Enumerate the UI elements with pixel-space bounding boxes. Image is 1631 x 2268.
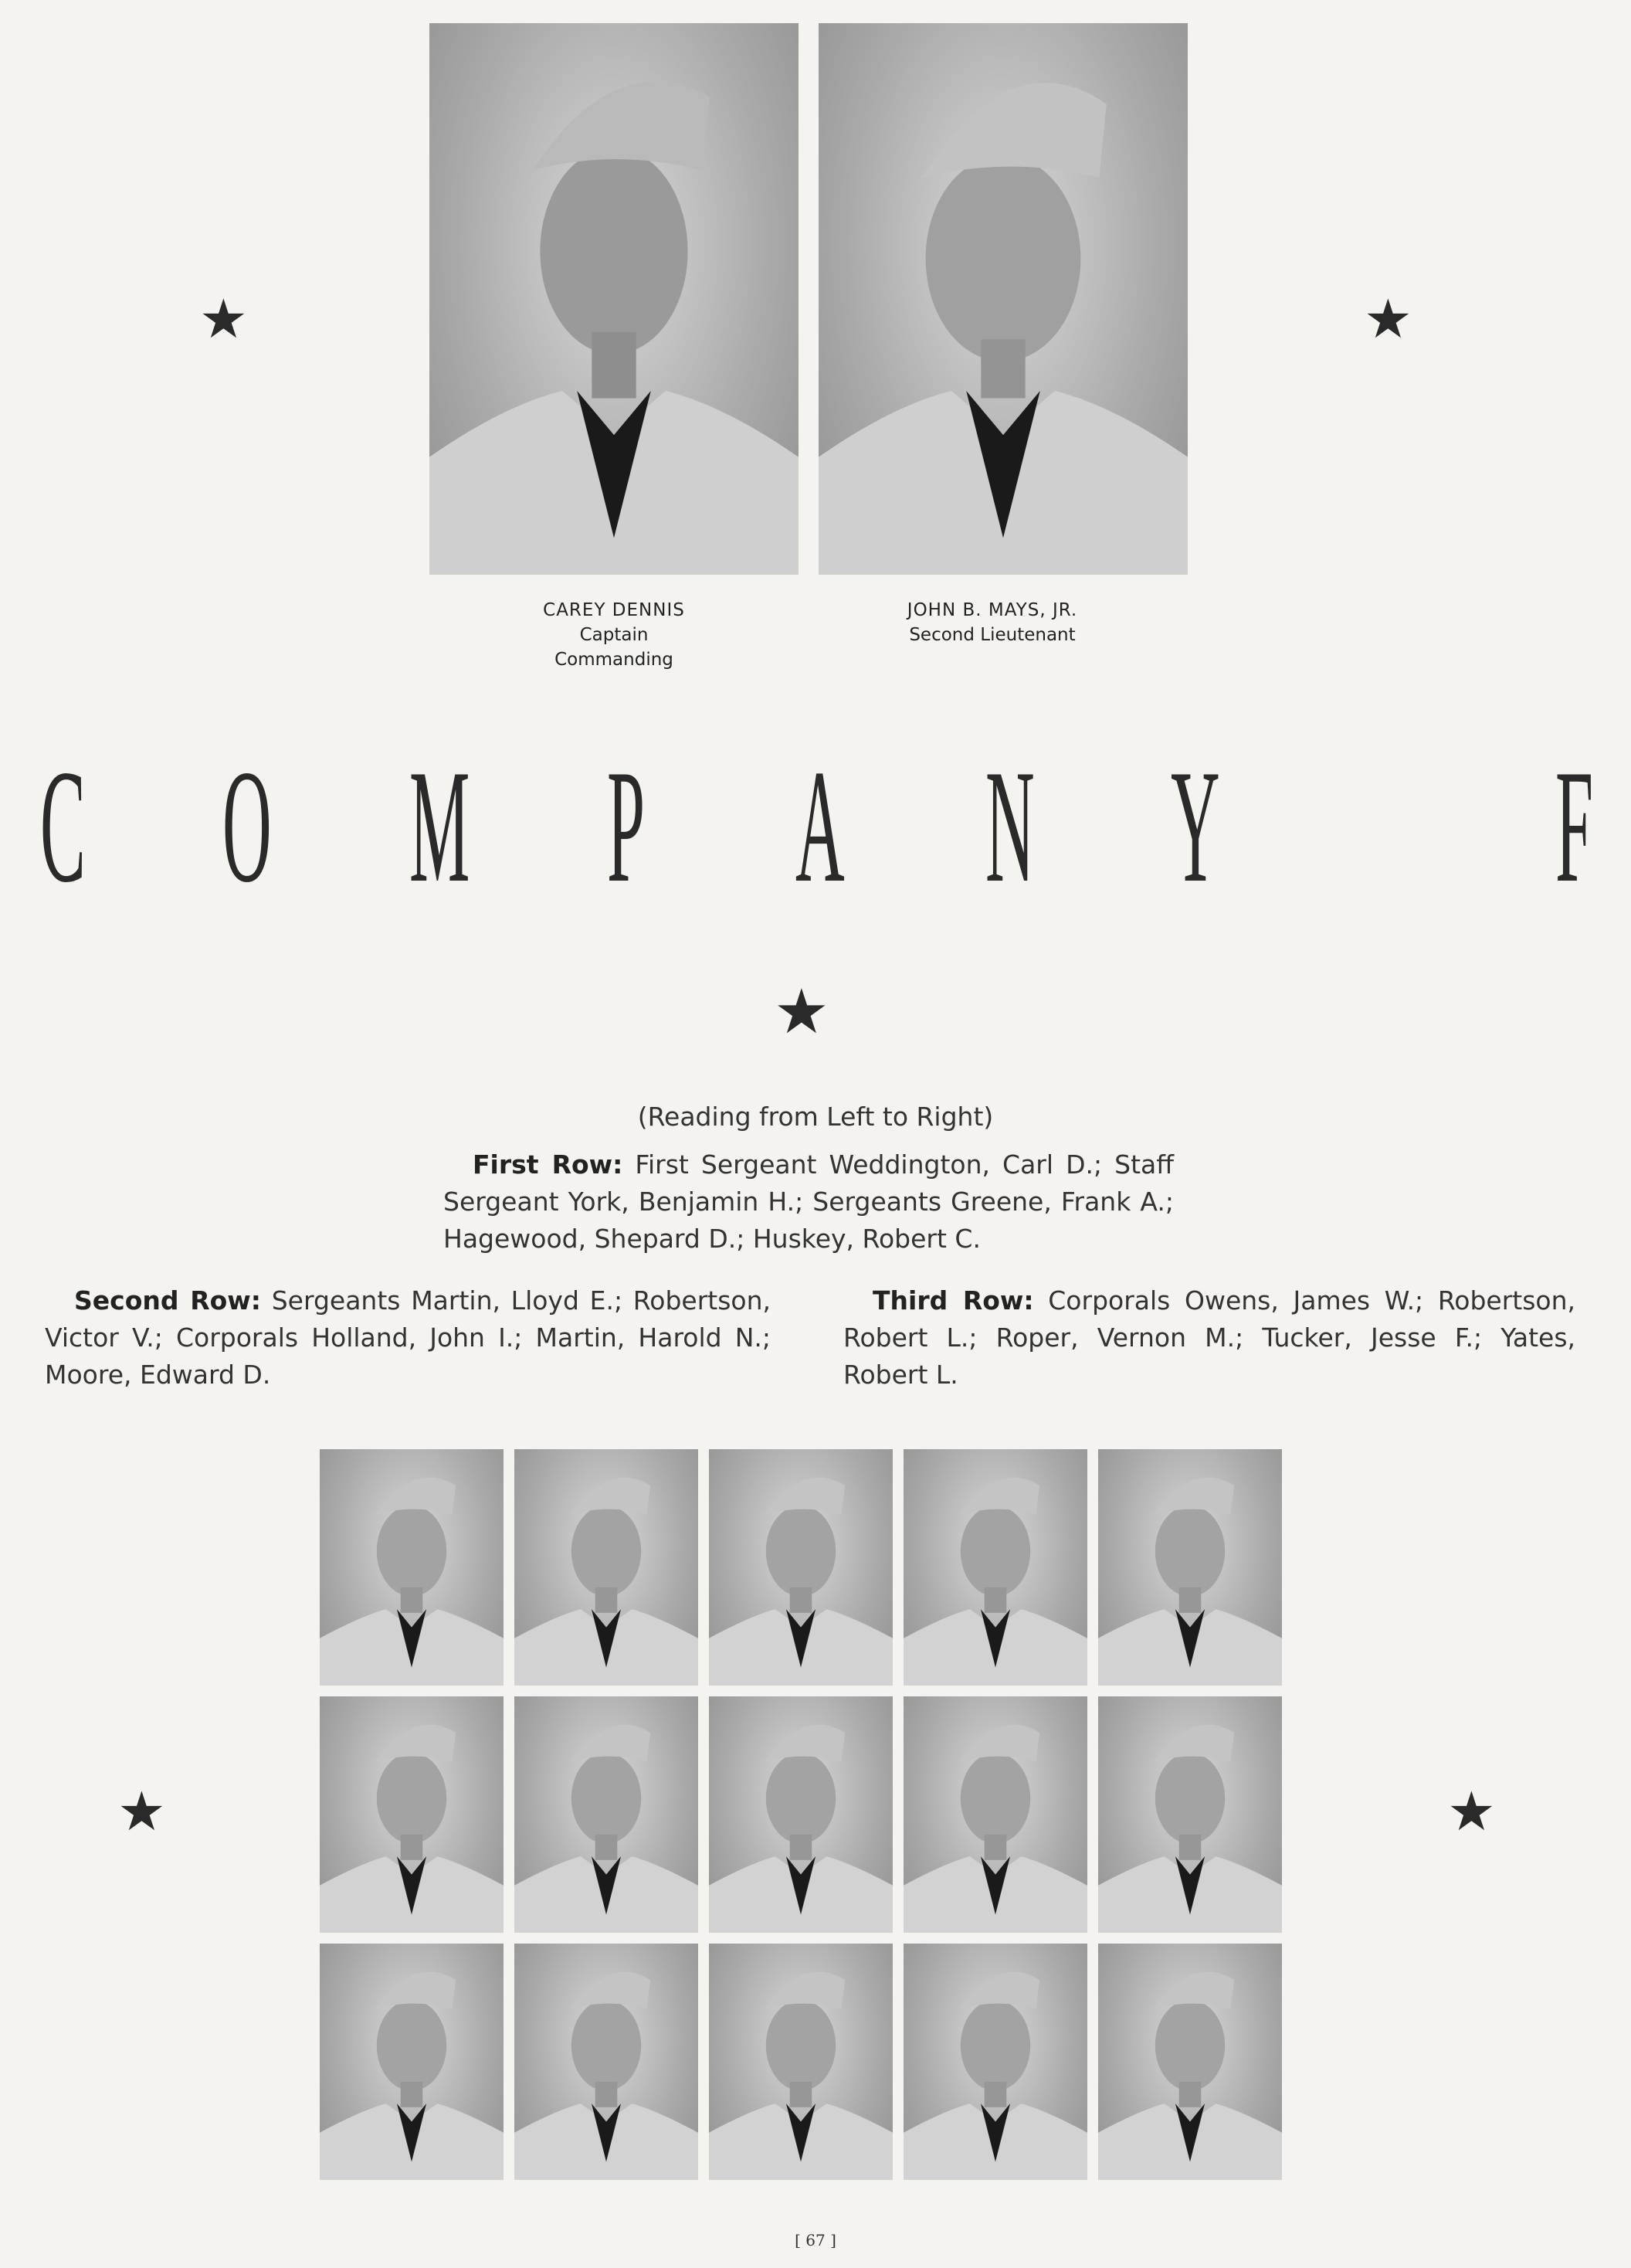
star-icon: ★ xyxy=(1447,1780,1496,1843)
third-row-label: Third Row: xyxy=(873,1285,1034,1316)
officer-caption-mays xyxy=(857,598,1127,647)
page-title xyxy=(0,737,1631,916)
second-row-label: Second Row: xyxy=(74,1285,261,1316)
soldier-portrait xyxy=(514,1449,698,1686)
officer-name: CAREY DENNIS xyxy=(543,600,685,620)
star-icon: ★ xyxy=(117,1780,166,1843)
title-letter: M xyxy=(409,737,470,916)
first-row-label: First Row: xyxy=(473,1149,623,1180)
soldier-portrait xyxy=(709,1696,893,1933)
officer-photo-dennis xyxy=(429,23,799,575)
star-icon: ★ xyxy=(199,287,248,351)
third-row-caption xyxy=(843,1282,1575,1394)
soldier-portrait xyxy=(904,1944,1087,2180)
title-letter: P xyxy=(607,737,646,916)
soldier-portrait xyxy=(1098,1696,1282,1933)
portrait-silhouette-icon xyxy=(819,23,1188,575)
soldier-portrait xyxy=(904,1449,1087,1686)
portrait-silhouette-icon xyxy=(429,23,799,575)
soldier-portrait xyxy=(320,1944,504,2180)
title-letter: O xyxy=(222,737,272,916)
soldier-portrait xyxy=(1098,1944,1282,2180)
officer-photo-mays xyxy=(819,23,1188,575)
second-row-text: Sergeants Martin, Lloyd E.; Robertson, Victor V.; Corporals Holland, John I.; Martin, Harold N.; Moore, Edward D. xyxy=(45,1285,771,1390)
officer-rank: Second Lieutenant xyxy=(909,625,1076,645)
title-letter: N xyxy=(985,737,1035,916)
first-row-caption xyxy=(443,1146,1174,1258)
officer-role: Commanding xyxy=(554,650,673,670)
title-letter: F xyxy=(1555,737,1594,916)
soldier-portrait xyxy=(904,1696,1087,1933)
officer-rank: Captain xyxy=(579,625,649,645)
officer-caption-dennis xyxy=(479,598,749,672)
portrait-grid xyxy=(320,1449,1282,2180)
soldier-portrait xyxy=(514,1696,698,1933)
reading-note: (Reading from Left to Right) xyxy=(637,1102,994,1132)
second-row-caption xyxy=(45,1282,771,1394)
first-row-text: First Sergeant Weddington, Carl D.; Staff Sergeant York, Benjamin H.; Sergeants Greene, Frank A.; Hagewood, Shepard D.; Huskey, Robert C. xyxy=(443,1149,1174,1254)
officer-name: JOHN B. MAYS, JR. xyxy=(907,600,1078,620)
soldier-portrait xyxy=(514,1944,698,2180)
third-row-text: Corporals Owens, James W.; Robertson, Robert L.; Roper, Vernon M.; Tucker, Jesse F.; Yates, Robert L. xyxy=(843,1285,1575,1390)
title-letter: Y xyxy=(1171,737,1220,916)
page-number: [ 67 ] xyxy=(795,2231,836,2249)
star-icon: ★ xyxy=(774,976,829,1047)
soldier-portrait xyxy=(320,1696,504,1933)
soldier-portrait xyxy=(1098,1449,1282,1686)
title-letter: A xyxy=(795,737,845,916)
soldier-portrait xyxy=(709,1944,893,2180)
soldier-portrait xyxy=(320,1449,504,1686)
title-letter: C xyxy=(40,737,86,916)
soldier-portrait xyxy=(709,1449,893,1686)
star-icon: ★ xyxy=(1364,287,1412,351)
